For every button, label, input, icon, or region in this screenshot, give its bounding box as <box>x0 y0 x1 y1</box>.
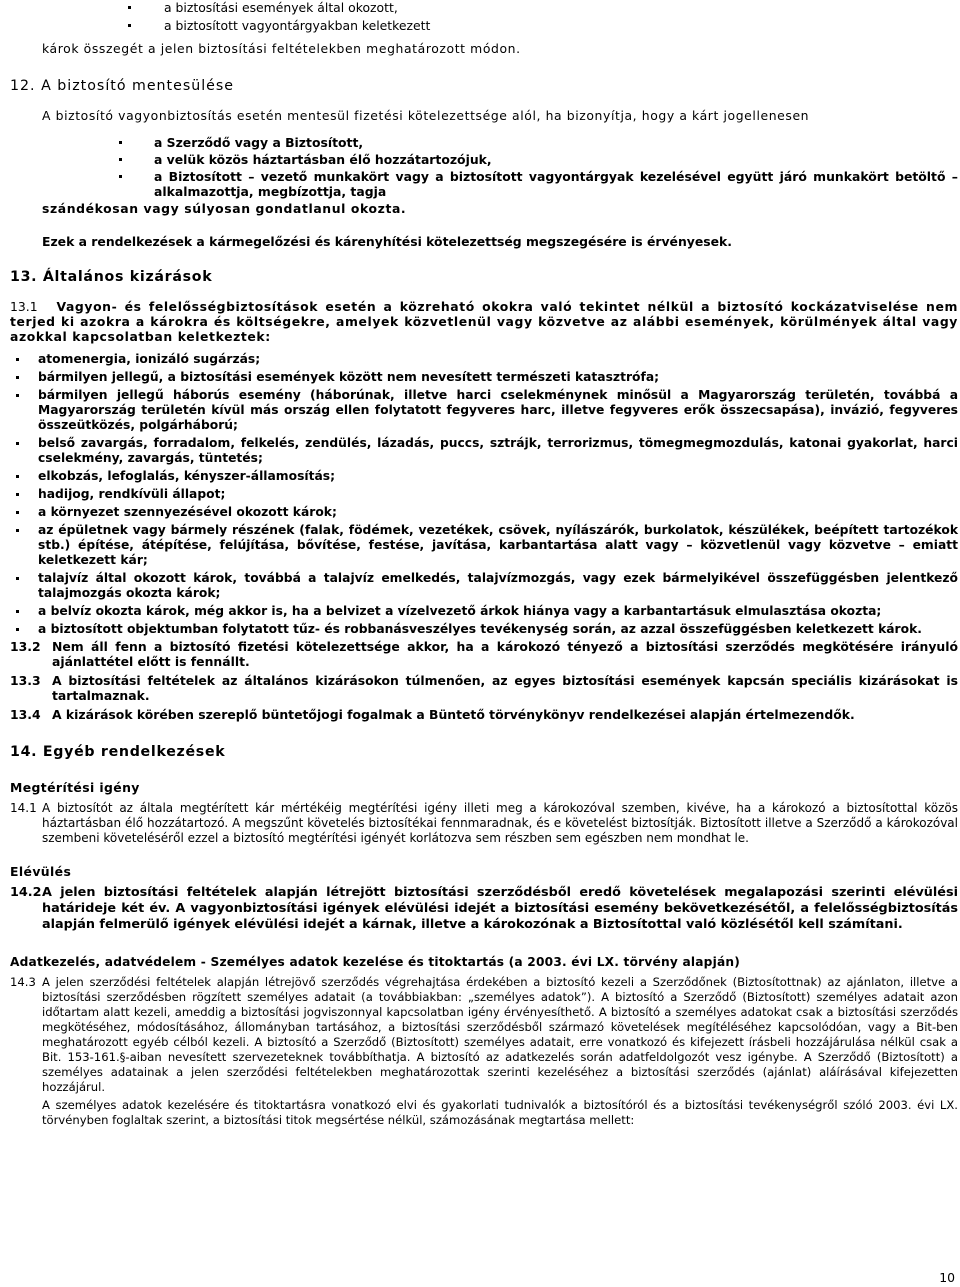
clause-13-4 <box>10 707 958 722</box>
paragraph: Ezek a rendelkezések a kármegelőzési és kárenyhítési kötelezettség megszegésére is érvényesek. <box>42 234 732 249</box>
clause-14-2 <box>10 885 958 933</box>
clause-number: 13.3 <box>10 673 41 688</box>
clause-text: A kizárások körében szereplő büntetőjogi fogalmak a Büntető törvénykönyv rendelkezései alapján értelmezendők. <box>52 707 855 722</box>
clause-text: A biztosítási feltételek az általános kizárásokon túlmenően, az egyes biztosítási események kapcsán speciális kizárásokat is tartalmaznak. <box>52 673 958 703</box>
list-item: az épületnek vagy bármely részének (falak, födémek, vezetékek, csövek, nyílászárók, burkolatok, készülékek, beépített tartozékok stb.) építése, átépítése, felújítása, bővítése, festése, javítása, karbantartása alatt vagy – közvetlenül vagy közvetve – emiatt keletkezett kár; <box>10 523 958 568</box>
section-heading-13: 13. Általános kizárások <box>10 269 213 285</box>
clause-13-3 <box>10 673 958 703</box>
list-item: bármilyen jellegű háborús esemény (háborúnak, illetve harci cselekménynek minősül a Magyarország területén, továbbá a Magyarország területén kívül más ország ellen folytatott fegyveres harc, illetve fegyveres erők összecsapása), invázió, fegyveres összeütközés, polgárháború; <box>10 388 958 433</box>
paragraph: károk összegét a jelen biztosítási feltételekben meghatározott módon. <box>42 41 521 56</box>
clause-number: 13.2 <box>10 639 41 654</box>
list-item: atomenergia, ionizáló sugárzás; <box>10 352 958 367</box>
clause-14-1 <box>10 801 958 846</box>
list-item: belső zavargás, forradalom, felkelés, zendülés, lázadás, puccs, sztrájk, terrorizmus, tömegmegmozdulás, katonai gyakorlat, harci cselekmény, zavargás, tüntetés; <box>10 436 958 466</box>
list-item: bármilyen jellegű, a biztosítási események között nem nevesített természeti katasztrófa; <box>10 370 958 385</box>
clause-number: 14.3 <box>10 975 36 989</box>
clause-text: A biztosítót az általa megtérített kár mértékéig megtérítési igény illeti meg a károkozóval szemben, kivéve, ha a károkozó a biztosítottal közös háztartásban élő hozzátartozó. A megszűnt követelés biztosítékai fennmaradnak, és e követelést biztosítják. Biztosított illetve a Szerződő a károkozóval szembeni követeléséről ezzel a biztosító megtérítési igényét korlátozva sem részben sem egészben nem mondhat le. <box>42 801 958 845</box>
section-heading-14: 14. Egyéb rendelkezések <box>10 744 226 760</box>
list-item: a biztosított objektumban folytatott tűz- és robbanásveszélyes tevékenység során, az azzal összefüggésben keletkezett károk. <box>10 622 958 637</box>
clause-text: Vagyon- és felelősségbiztosítások esetén a közreható okokra való tekintet nélkül a biztosító kockázatviselése nem terjed ki azokra a károkra és költségekre, amelyek közvetlenül vagy közvetve az alábbi események, körülmények által vagy azokkal kapcsolatban keletkeztek: <box>10 299 958 344</box>
list-item: a környezet szennyezésével okozott károk; <box>10 505 958 520</box>
clause-text: Nem áll fenn a biztosító fizetési kötelezettsége akkor, ha a károkozó tényező a biztosítási szerződés megkötésére irányuló ajánlattétel előtt is fennállt. <box>52 639 958 669</box>
subheading-data-protection: Adatkezelés, adatvédelem - Személyes adatok kezelése és titoktartás (a 2003. évi LX. törvény alapján) <box>10 955 741 969</box>
list-item: a Szerződő vagy a Biztosított, <box>10 135 958 150</box>
paragraph: szándékosan vagy súlyosan gondatlanul okozta. <box>42 201 407 216</box>
clause-number: 13.1 <box>10 299 38 314</box>
section-heading-12: 12. A biztosító mentesülése <box>10 78 235 94</box>
page-number: 10 <box>939 1270 955 1285</box>
clause-number: 14.2 <box>10 885 42 900</box>
liable-parties-list <box>10 135 958 199</box>
list-item: a biztosítási események által okozott, <box>10 0 958 15</box>
list-item: hadijog, rendkívüli állapot; <box>10 487 958 502</box>
clause-text: A jelen szerződési feltételek alapján létrejövő szerződés végrehajtása érdekében a biztosító kezeli a Szerződőnek (Biztosítottnak) az ajánlaton, illetve a biztosítási szerződésben rögzített személyes adatait (a továbbiakban: „személyes adatok”). A biztosító a Szerződő (Biztosított) személyes adatait azon időtartam alatt kezeli, ameddig a biztosítási jogviszonnyal kapcsolatban igény érvényesíthető. A biztosító a személyes adatokat csak a biztosítási szerződés megkötéséhez, módosításához, állományban tartásához, a biztosítási szerződésből származó követelések megítéléséhez kapcsolódóan, vagy a Bit-ben meghatározott egyéb célból kezeli. A biztosító a Szerződő (Biztosított) személyes adatait, erre vonatkozó és kifejezett írásbeli hozzájárulása nélkül csak a Bit. 153-161.§-aiban nevesített szervezeteknek továbbíthatja. A biztosító az adatkezelés során adatfeldolgozót vesz igénybe. A Szerződő (Biztosított) a személyes adatainak a jelen szerződési feltételekben meghatározottak szerinti kezeléséhez a biztosítási szerződés (ajánlat) aláírásával kifejezetten hozzájárul. <box>42 975 958 1094</box>
clause-13-2 <box>10 639 958 669</box>
clause-number: 13.4 <box>10 707 41 722</box>
list-item: a Biztosított – vezető munkakört vagy a biztosított vagyontárgyak kezelésével együtt járó munkakört betöltő – alkalmazottja, megbízottja, tagja <box>10 169 958 199</box>
clause-14-3 <box>10 975 958 1095</box>
paragraph: A személyes adatok kezelésére és titoktartásra vonatkozó elvi és gyakorlati tudnivalók a biztosítóról és a biztosítási tevékenységről szóló 2003. évi LX. törvényben foglaltak szerint, a biztosítási titok megsértése nélkül, számozásának megtartása mellett: <box>42 1098 958 1127</box>
clause-number: 14.1 <box>10 801 37 815</box>
top-list <box>10 0 958 33</box>
list-item: a belvíz okozta károk, még akkor is, ha a belvizet a vízelvezető árkok hiánya vagy a karbantartásuk elmulasztása okozta; <box>10 604 958 619</box>
exclusions-list <box>10 352 958 637</box>
list-item: talajvíz által okozott károk, továbbá a talajvíz emelkedés, talajvízmozgás, vagy ezek bármelyikével összefüggésben jelentkező talajmozgás okozta károk; <box>10 571 958 601</box>
clause-text: A jelen biztosítási feltételek alapján létrejött biztosítási szerződésből eredő követelések megalapozási szerinti elévülési határideje két év. A vagyonbiztosítási igények elévülési idejét a biztosítási esemény bekövetkezésétől, a felelősségbiztosítás alapján felmerülő igények elévülési idejét a kárnak, illetve a károkozónak a Biztosítottal való közlésétől kell számítani. <box>42 885 958 932</box>
list-item: a biztosított vagyontárgyakban keletkezett <box>10 18 958 33</box>
subheading-lapse: Elévülés <box>10 864 72 879</box>
list-item: elkobzás, lefoglalás, kényszer-államosítás; <box>10 469 958 484</box>
document-page <box>10 0 958 1128</box>
paragraph: A biztosító vagyonbiztosítás esetén mentesül fizetési kötelezettsége alól, ha bizonyítja, hogy a kárt jogellenesen <box>42 108 810 123</box>
list-item: a velük közös háztartásban élő hozzátartozójuk, <box>10 152 958 167</box>
subheading-claim: Megtérítési igény <box>10 780 140 795</box>
clause-13-1 <box>10 299 958 344</box>
